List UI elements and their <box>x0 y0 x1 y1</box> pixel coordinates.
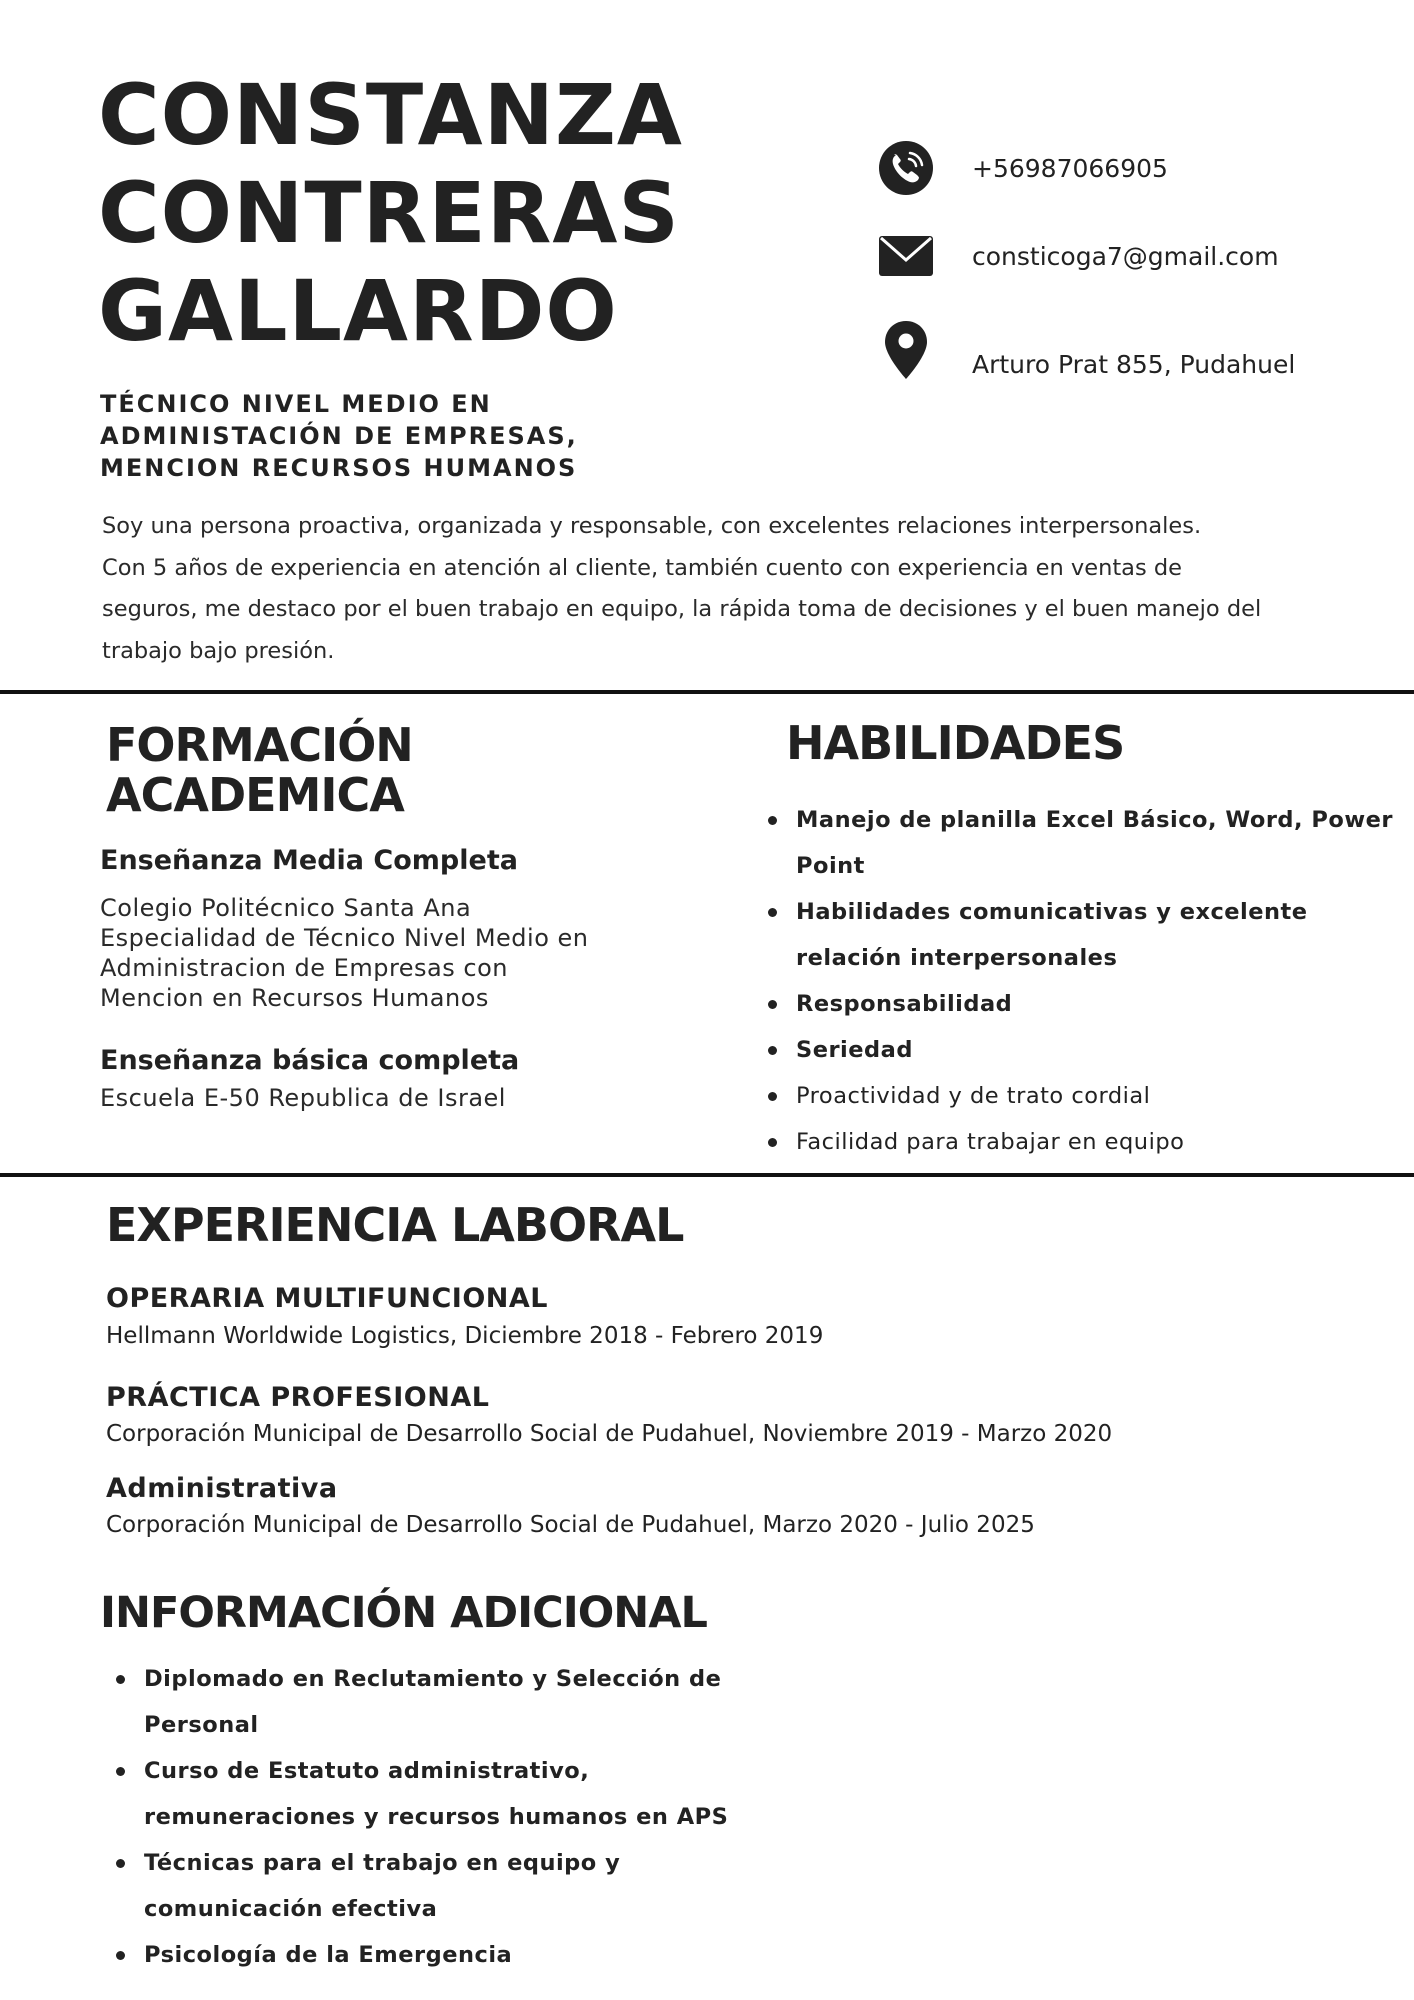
education-detail-line: Administracion de Empresas con <box>100 954 508 982</box>
title-line-1: TÉCNICO NIVEL MEDIO EN <box>100 390 492 418</box>
education-detail-line: Especialidad de Técnico Nivel Medio en <box>100 924 589 952</box>
name-line-1: CONSTANZA <box>98 66 683 164</box>
additional-info-text: Técnicas para el trabajo en equipo y <box>144 1850 621 1876</box>
skill-item <box>766 1027 1366 1073</box>
phone-number[interactable]: +56987066905 <box>972 153 1168 183</box>
section-divider <box>0 1173 1414 1177</box>
education-detail-line: Escuela E-50 Republica de Israel <box>100 1084 506 1112</box>
additional-info-heading: INFORMACIÓN ADICIONAL <box>100 1588 707 1638</box>
education-entry-title: Enseñanza básica completa <box>100 1045 520 1076</box>
summary-line: trabajo bajo presión. <box>102 637 335 664</box>
additional-info-item <box>114 1840 734 1932</box>
location-pin-icon <box>878 320 934 380</box>
skill-item <box>766 889 1366 981</box>
contact-address <box>878 320 1398 400</box>
contact-email <box>878 226 1398 286</box>
skill-item <box>766 1119 1366 1165</box>
additional-info-text: Psicología de la Emergencia <box>144 1942 513 1968</box>
additional-info-item <box>114 1748 734 1840</box>
skill-text: Proactividad y de trato cordial <box>796 1083 1151 1109</box>
section-divider <box>0 690 1414 694</box>
address: Arturo Prat 855, Pudahuel <box>972 350 1296 379</box>
name-line-3: GALLARDO <box>98 262 618 360</box>
additional-info-item <box>114 1932 734 1978</box>
additional-info-text: remuneraciones y recursos humanos en APS <box>144 1804 729 1830</box>
skill-text: Point <box>796 853 865 879</box>
phone-icon <box>878 140 934 196</box>
additional-info-text: Personal <box>144 1712 259 1738</box>
name-line-2: CONTRERAS <box>98 164 680 262</box>
skill-item <box>766 981 1366 1027</box>
education-entry-details <box>100 893 589 1013</box>
profile-summary <box>102 506 1352 672</box>
summary-line: Soy una persona proactiva, organizada y responsable, con excelentes relaciones interpersonales. <box>102 513 1202 539</box>
skills-list <box>766 797 1394 1165</box>
skill-text: Responsabilidad <box>796 991 1013 1017</box>
title-line-3: MENCION RECURSOS HUMANOS <box>100 454 578 482</box>
education-heading-line-1: FORMACIÓN <box>106 718 413 772</box>
experience-heading: EXPERIENCIA LABORAL <box>106 1198 684 1252</box>
job-title: PRÁCTICA PROFESIONAL <box>106 1382 490 1413</box>
education-entry-title: Enseñanza Media Completa <box>100 845 518 876</box>
candidate-name <box>98 66 798 360</box>
skill-item <box>766 797 1394 889</box>
additional-info-text: Curso de Estatuto administrativo, <box>144 1758 590 1784</box>
contact-phone <box>878 138 1398 198</box>
professional-title <box>100 388 660 484</box>
skills-heading: HABILIDADES <box>786 716 1125 770</box>
additional-info-text: Diplomado en Reclutamiento y Selección de <box>144 1666 722 1692</box>
summary-line: Con 5 años de experiencia en atención al cliente, también cuento con experiencia en ventas de <box>102 554 1182 581</box>
skill-text: Habilidades comunicativas y excelente <box>796 899 1308 925</box>
skill-text: relación interpersonales <box>796 945 1118 971</box>
skill-text: Manejo de planilla Excel Básico, Word, Power <box>796 807 1394 833</box>
envelope-icon <box>878 228 934 284</box>
education-detail-line: Mencion en Recursos Humanos <box>100 984 489 1012</box>
additional-info-text: comunicación efectiva <box>144 1896 438 1922</box>
education-heading <box>106 720 413 820</box>
job-detail: Corporación Municipal de Desarrollo Social de Pudahuel, Noviembre 2019 - Marzo 2020 <box>106 1421 1113 1447</box>
job-title: Administrativa <box>106 1473 338 1504</box>
education-entry-details <box>100 1083 506 1113</box>
job-detail: Corporación Municipal de Desarrollo Social de Pudahuel, Marzo 2020 - Julio 2025 <box>106 1512 1035 1538</box>
summary-line: seguros, me destaco por el buen trabajo en equipo, la rápida toma de decisiones y el buen manejo del <box>102 596 1262 622</box>
additional-info-item <box>114 1656 734 1748</box>
skill-text: Seriedad <box>796 1037 913 1063</box>
education-detail-line: Colegio Politécnico Santa Ana <box>100 894 472 922</box>
education-heading-line-2: ACADEMICA <box>106 768 404 822</box>
skill-item <box>766 1073 1366 1119</box>
skill-text: Facilidad para trabajar en equipo <box>796 1129 1185 1155</box>
job-detail: Hellmann Worldwide Logistics, Diciembre 2018 - Febrero 2019 <box>106 1323 824 1349</box>
email-address[interactable]: consticoga7@gmail.com <box>972 241 1279 271</box>
title-line-2: ADMINISTACIÓN DE EMPRESAS, <box>100 422 578 450</box>
additional-info-list <box>114 1656 734 1978</box>
job-title: OPERARIA MULTIFUNCIONAL <box>106 1283 548 1314</box>
